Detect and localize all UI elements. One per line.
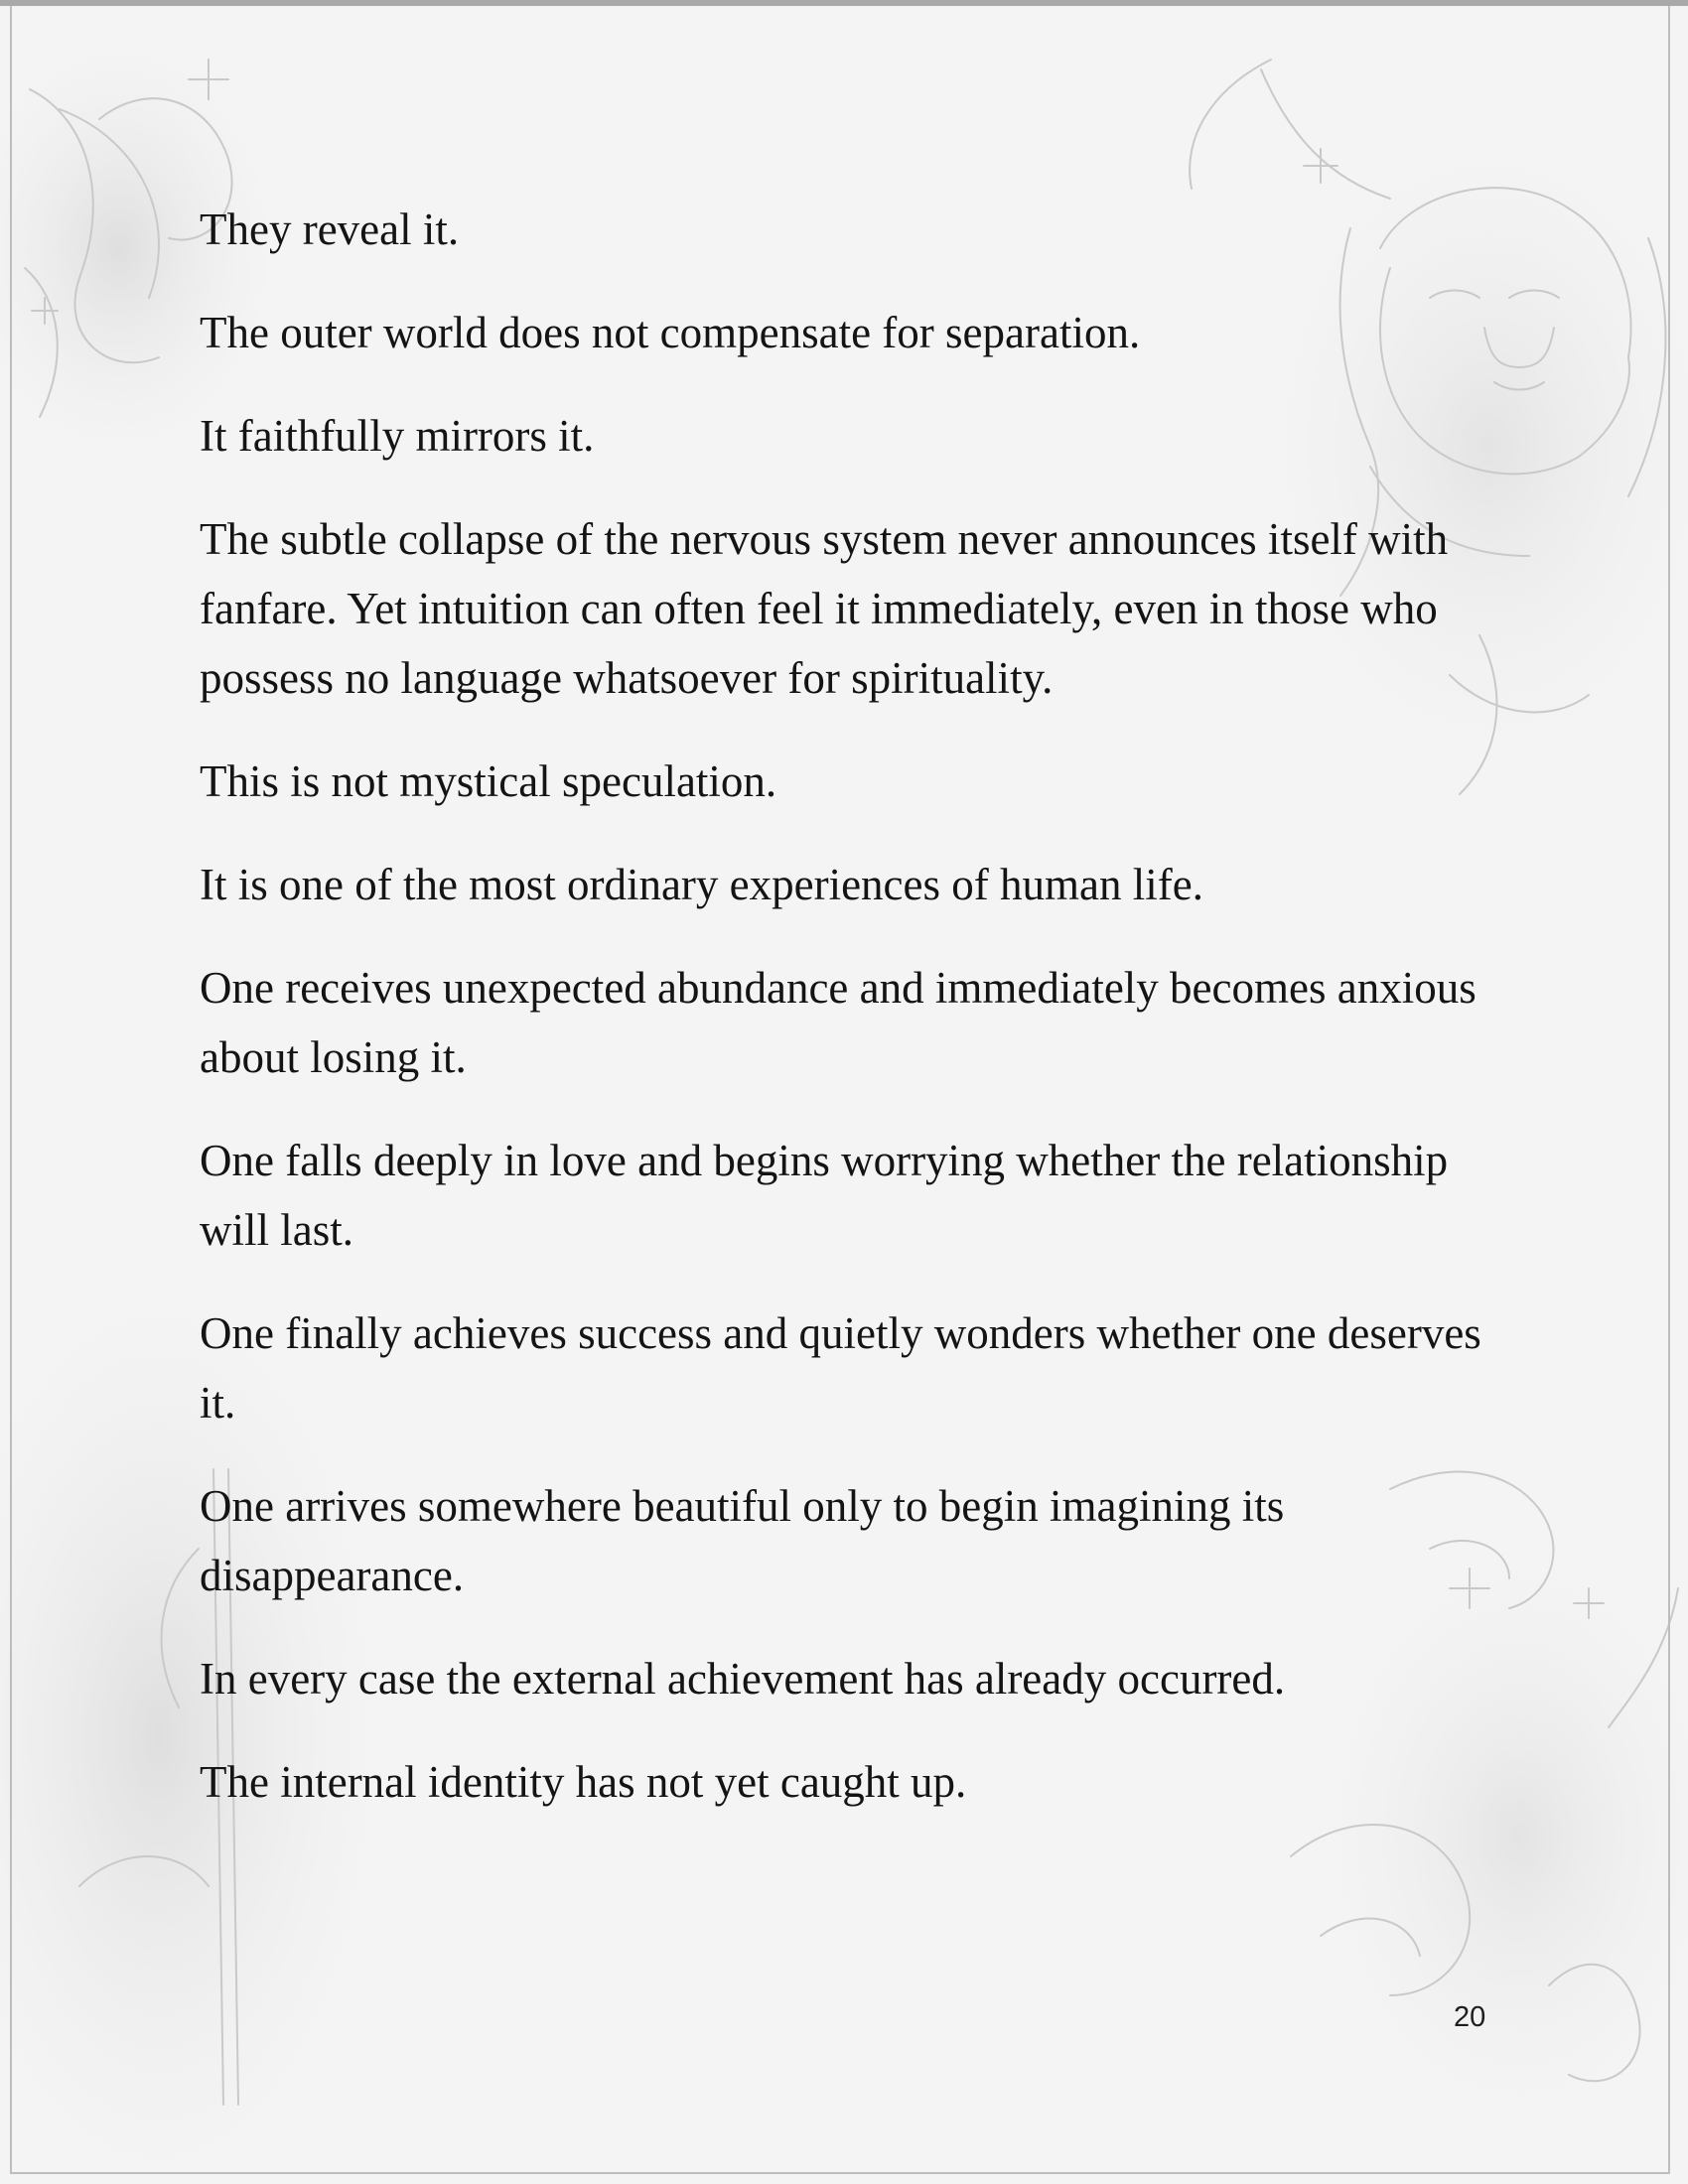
paragraph: One receives unexpected abundance and immediately becomes anxious about losing it. xyxy=(200,963,1477,1082)
paragraph: It faithfully mirrors it. xyxy=(200,411,595,461)
paragraph: One falls deeply in love and begins worrying whether the relationship will last. xyxy=(200,1136,1449,1255)
page-number: 20 xyxy=(1454,2001,1486,2033)
paragraph: The outer world does not compensate for separation. xyxy=(200,308,1141,357)
paragraph: It is one of the most ordinary experiences of human life. xyxy=(200,860,1203,909)
paragraph: This is not mystical speculation. xyxy=(200,756,777,806)
paragraph: The subtle collapse of the nervous system never announces itself with fanfare. Yet intuition can often feel it immediately, even in those who possess no language whatsoever for spirituality. xyxy=(200,514,1449,703)
paragraph: One finally achieves success and quietly wonders whether one deserves it. xyxy=(200,1308,1481,1428)
body-text xyxy=(200,195,1520,1850)
paragraph: In every case the external achievement has already occurred. xyxy=(200,1654,1286,1704)
paragraph: The internal identity has not yet caught up. xyxy=(200,1757,967,1807)
paragraph: One arrives somewhere beautiful only to begin imagining its disappearance. xyxy=(200,1481,1285,1600)
paragraph: They reveal it. xyxy=(200,205,460,254)
